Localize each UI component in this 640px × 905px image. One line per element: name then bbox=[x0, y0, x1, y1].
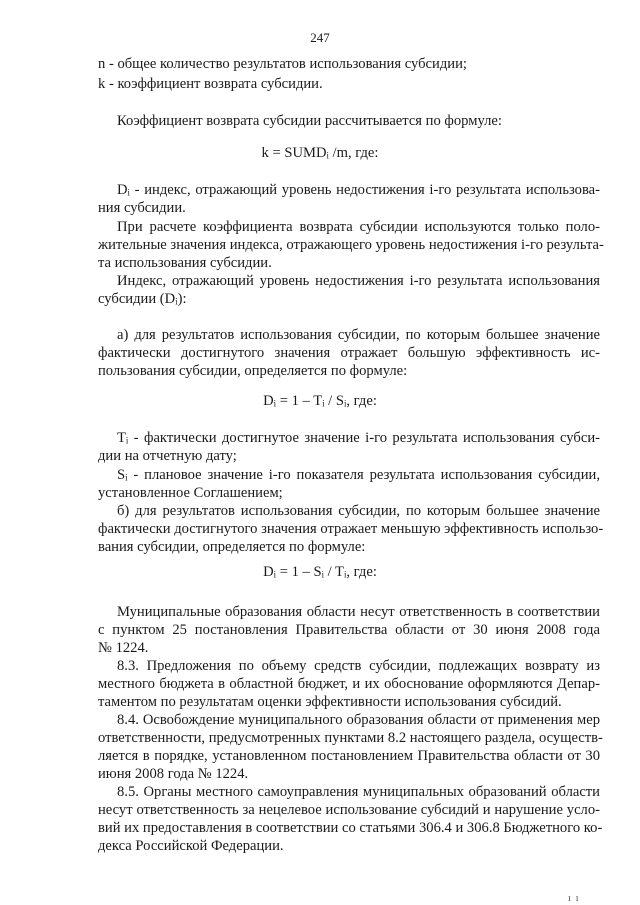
text-line: б) для результатов использования субсидии, по которым большее значение bbox=[117, 503, 600, 519]
text-line: установленное Соглашением; bbox=[98, 485, 283, 501]
text-line: та использования субсидии. bbox=[98, 255, 272, 271]
text-line: ответственности, предусмотренных пунктами 8.2 настоящего раздела, осуществ- bbox=[98, 730, 603, 746]
text-line: дии на отчетную дату; bbox=[98, 448, 237, 464]
text-line: При расчете коэффициента возврата субсидии используются только поло- bbox=[117, 219, 600, 235]
text-line: несут ответственность за нецелевое использование субсидий и нарушение усло- bbox=[98, 802, 600, 818]
text-line: декса Российской Федерации. bbox=[98, 838, 284, 854]
text-line: Sᵢ - плановое значение i-го показателя результата использования субсидии, bbox=[117, 467, 600, 483]
text-line: а) для результатов использования субсидии, по которым большее значение bbox=[117, 327, 600, 343]
text-line: Коэффициент возврата субсидии рассчитывается по формуле: bbox=[117, 113, 502, 129]
text-line: k - коэффициент возврата субсидии. bbox=[98, 76, 323, 92]
text-line: местного бюджета в областной бюджет, и их обоснование оформляются Депар- bbox=[98, 676, 600, 692]
text-line: Dᵢ - индекс, отражающий уровень недостижения i-го результата использова- bbox=[117, 182, 600, 198]
text-line: Tᵢ - фактически достигнутое значение i-го результата использования субси- bbox=[117, 430, 600, 446]
text-line: ния субсидии. bbox=[98, 200, 186, 216]
scan-mark: ı ı bbox=[568, 893, 579, 904]
formula-b: Dᵢ = 1 – Sᵢ / Tᵢ, где: bbox=[263, 564, 377, 580]
text-line: таментом по результатам оценки эффективности использования субсидий. bbox=[98, 694, 562, 710]
text-line: фактически достигнутого значения отражает меньшую эффективность использо- bbox=[98, 521, 604, 537]
text-line: фактически достигнутого значения отражает большую эффективность ис- bbox=[98, 345, 600, 361]
text-line: n - общее количество результатов использования субсидии; bbox=[98, 56, 467, 72]
page-number: 247 bbox=[310, 30, 330, 45]
text-line: жительные значения индекса, отражающего уровень недостижения i-го результа- bbox=[98, 237, 604, 253]
formula-k: k = SUMDᵢ /m, где: bbox=[261, 145, 379, 161]
text-line: 8.4. Освобождение муниципального образования области от применения мер bbox=[117, 712, 600, 728]
text-line: № 1224. bbox=[98, 640, 149, 656]
text-line: ляется в порядке, установленном постановлением Правительства области от 30 bbox=[98, 748, 600, 764]
text-line: субсидии (Dᵢ): bbox=[98, 291, 187, 307]
text-line: Муниципальные образования области несут ответственность в соответствии bbox=[117, 604, 600, 620]
text-line: пользования субсидии, определяется по формуле: bbox=[98, 363, 408, 379]
text-line: 8.3. Предложения по объему средств субсидии, подлежащих возврату из bbox=[117, 658, 600, 674]
text-line: вий их предоставления в соответствии со статьями 306.4 и 306.8 Бюджетного ко- bbox=[98, 820, 603, 836]
formula-a: Dᵢ = 1 – Tᵢ / Sᵢ, где: bbox=[263, 393, 377, 409]
text-line: Индекс, отражающий уровень недостижения i-го результата использования bbox=[117, 273, 600, 289]
text-line: июня 2008 года № 1224. bbox=[98, 766, 249, 782]
text-line: с пунктом 25 постановления Правительства области от 30 июня 2008 года bbox=[98, 622, 600, 638]
text-line: 8.5. Органы местного самоуправления муниципальных образований области bbox=[117, 784, 600, 800]
text-line: вания субсидии, определяется по формуле: bbox=[98, 539, 366, 555]
